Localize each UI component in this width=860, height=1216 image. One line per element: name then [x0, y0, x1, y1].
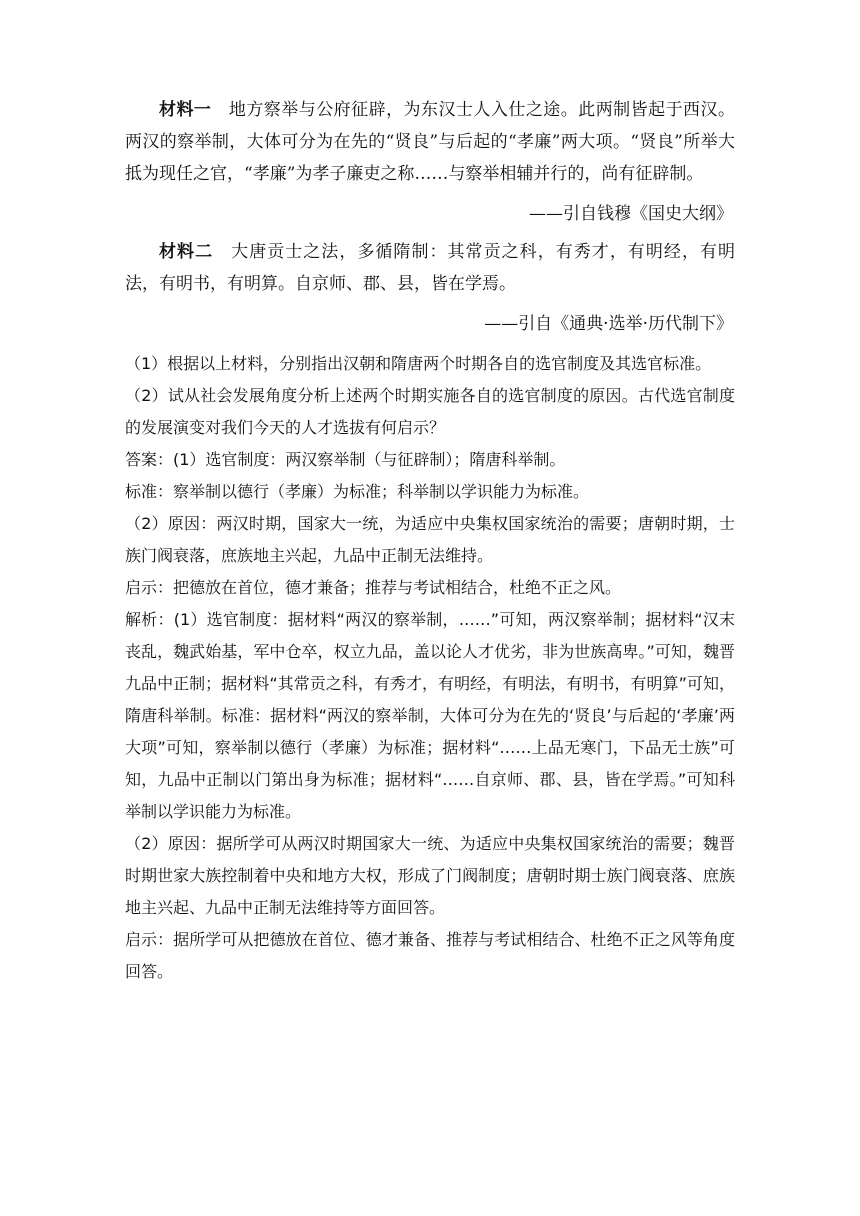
analysis-part-3: 启示：据所学可从把德放在首位、德才兼备、推荐与考试相结合、杜绝不正之风等角度回答。: [125, 930, 735, 981]
analysis-part-1: 解析：(1）选官制度：据材料“两汉的察举制，……”可知，两汉察举制；据材料“汉末丧乱，魏武始基，军中仓卒，权立九品，盖以论人才优劣，非为世族高卑。”可知，魏晋九品中正制；据材料“其常贡之科，有秀才，有明经，有明法，有明书，有明算”可知，隋唐科举制。标准：据材料“两汉的察举制，大体可分为在先的‘贤良’与后起的‘孝廉’两大项”可知，察举制以德行（孝廉）为标准；据材料“……上品无寒门，下品无士族”可知，九品中正制以门第出身为标准；据材料“……自京师、郡、县，皆在学焉。”可知科举制以学识能力为标准。: [125, 610, 735, 821]
answer-line-2: 标准：察举制以德行（孝廉）为标准；科举制以学识能力为标准。: [125, 482, 590, 501]
answer-line-3: （2）原因：两汉时期，国家大一统，为适应中央集权国家统治的需要；唐朝时期，士族门阀衰落，庶族地主兴起，九品中正制无法维持。: [125, 514, 735, 565]
answer-line-1: 答案：(1）选官制度：两汉察举制（与征辟制）；隋唐科举制。: [125, 450, 566, 469]
material-one-source: ——引自钱穆《国史大纲》: [529, 204, 733, 224]
material-two-source: ——引自《通典·选举·历代制下》: [484, 314, 733, 334]
question-1: （1）根据以上材料，分别指出汉朝和隋唐两个时期各自的选官制度及其选官标准。: [125, 354, 712, 373]
material-two-label: 材料二: [159, 242, 214, 262]
analysis-part-2: （2）原因：据所学可从两汉时期国家大一统、为适应中央集权国家统治的需要；魏晋时期世家大族控制着中央和地方大权，形成了门阀制度；唐朝时期士族门阀衰落、庶族地主兴起、九品中正制无法维持等方面回答。: [125, 834, 735, 917]
document-content: [125, 94, 735, 988]
answer-line-4: 启示：把德放在首位，德才兼备；推荐与考试相结合，杜绝不正之风。: [125, 578, 622, 597]
material-two-text: 大唐贡士之法，多循隋制：其常贡之科，有秀才，有明经，有明法，有明书，有明算。自京师、郡、县，皆在学焉。: [125, 242, 736, 294]
material-one-text: 地方察举与公府征辟，为东汉士人入仕之途。此两制皆起于西汉。两汉的察举制，大体可分为在先的“贤良”与后起的“孝廉”两大项。“贤良”所举大抵为现任之官，“孝廉”为孝子廉吏之称……与察举相辅并行的，尚有征辟制。: [125, 100, 735, 184]
material-one-label: 材料一: [159, 100, 212, 120]
material-two-paragraph: [125, 236, 735, 300]
material-one-paragraph: [125, 94, 735, 190]
question-2: （2）试从社会发展角度分析上述两个时期实施各自的选官制度的原因。古代选官制度的发展演变对我们今天的人才选拔有何启示？: [125, 386, 735, 437]
